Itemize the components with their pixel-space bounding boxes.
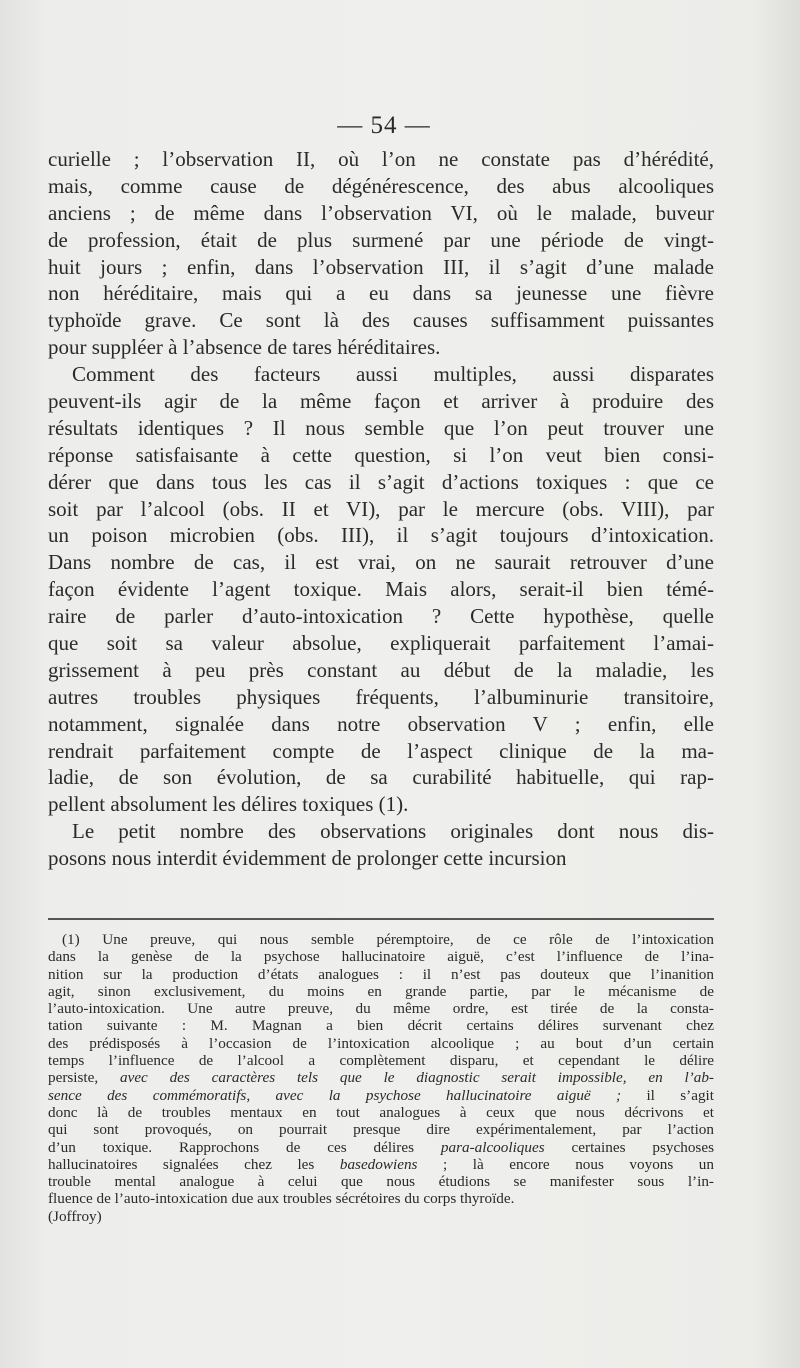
footnote-line: l’auto-intoxication. Une autre preuve, du même ordre, est tirée de la consta-: [48, 1000, 714, 1018]
text-line: anciens ; de même dans l’observation VI, où le malade, buveur: [48, 200, 714, 225]
footnote-line: tation suivante : M. Magnan a bien décrit certains délires survenant chez: [48, 1017, 714, 1035]
footnote-line: des prédisposés à l’occasion de l’intoxication alcoolique ; au bout d’un certain: [48, 1034, 714, 1052]
footnote-line: temps l’influence de l’alcool a complètement disparu, et cependant le délire: [48, 1052, 714, 1070]
text-line: Dans nombre de cas, il est vrai, on ne saurait retrouver d’une: [48, 550, 714, 575]
text-line: façon évidente l’agent toxique. Mais alors, serait-il bien témé-: [48, 577, 714, 602]
footnote-line: trouble mental analogue à celui que nous étudions se manifester sous l’in-: [48, 1173, 714, 1191]
footnote-italic-text: sence des commémoratifs, avec la psychose hallucinatoire aiguë ;: [48, 1086, 622, 1104]
text-line: que soit sa valeur absolue, expliquerait parfaitement l’amai-: [48, 631, 714, 656]
text-line: typhoïde grave. Ce sont là des causes suffisamment puissantes: [48, 308, 714, 333]
text-line: pour suppléer à l’absence de tares héréditaires.: [48, 335, 441, 360]
footnote-line: (Joffroy): [48, 1207, 102, 1225]
text-line: mais, comme cause de dégénérescence, des abus alcooliques: [48, 173, 714, 198]
text-line: autres troubles physiques fréquents, l’albuminurie transitoire,: [48, 684, 714, 709]
footnote-text: ; là encore nous voyons un: [417, 1155, 714, 1173]
text-line: réponse satisfaisante à cette question, si l’on veut bien consi-: [48, 442, 714, 467]
text-line: grissement à peu près constant au début de la maladie, les: [48, 657, 714, 682]
text-line: Comment des facteurs aussi multiples, aussi disparates: [72, 362, 714, 387]
text-line: curielle ; l’observation II, où l’on ne constate pas d’hérédité,: [48, 147, 714, 171]
footnote-line: (1) Une preuve, qui nous semble péremptoire, de ce rôle de l’intoxication: [62, 931, 714, 948]
text-line: huit jours ; enfin, dans l’observation III, il s’agit d’une malade: [48, 254, 714, 279]
footnote-line: fluence de l’auto-intoxication due aux troubles sécrétoires du corps thyroïde.: [48, 1190, 515, 1208]
text-line: résultats identiques ? Il nous semble que l’on peut trouver une: [48, 415, 714, 440]
footnote-line: [48, 1139, 714, 1156]
page-number: — 54 —: [337, 112, 431, 139]
footnote-line: nition sur la production d’états analogues : il n’est pas douteux que l’inanition: [48, 965, 714, 983]
text-line: non héréditaire, mais qui a eu dans sa jeunesse une fièvre: [48, 281, 714, 306]
footnote-line: [48, 1087, 714, 1104]
text-line: ladie, de son évolution, de sa curabilité habituelle, qui rap-: [48, 765, 714, 790]
footnote-line: donc là de troubles mentaux en tout analogues à ceux que nous décrivons et: [48, 1103, 714, 1121]
text-line: notamment, signalée dans notre observation V ; enfin, elle: [48, 711, 714, 736]
footnote-text: d’un toxique. Rapprochons de ces délires: [48, 1138, 441, 1156]
text-line: de profession, était de plus surmené par une période de vingt-: [48, 227, 714, 252]
footnote-italic-text: para-alcooliques: [440, 1138, 545, 1156]
text-line: posons nous interdit évidemment de prolonger cette incursion: [48, 846, 567, 871]
footnote-italic-text: avec des caractères tels que le diagnostic serait impossible, en l’ab-: [119, 1069, 714, 1087]
text-line: pellent absolument les délires toxiques (1).: [48, 792, 409, 817]
footnote-text: certaines psychoses: [544, 1138, 714, 1156]
main-text: [48, 146, 714, 872]
footnote-separator: [48, 918, 714, 920]
text-line: un poison microbien (obs. III), il s’agit toujours d’intoxication.: [48, 523, 714, 548]
footnote-line: agit, sinon exclusivement, du moins en grande partie, par le mécanisme de: [48, 982, 714, 1000]
footnote-text: il s’agit: [621, 1086, 714, 1104]
text-line: peuvent-ils agir de la même façon et arriver à produire des: [48, 389, 714, 414]
footnote-line: qui sont provoqués, on pourrait presque dire expérimentalement, par l’action: [48, 1121, 714, 1139]
text-line: Le petit nombre des observations originales dont nous dis-: [72, 819, 714, 844]
text-line: soit par l’alcool (obs. II et VI), par le mercure (obs. VIII), par: [48, 496, 714, 521]
footnote-italic-text: basedowiens: [339, 1155, 418, 1173]
text-line: dérer que dans tous les cas il s’agit d’actions toxiques : que ce: [48, 469, 714, 494]
footnote-text: persiste,: [48, 1069, 120, 1087]
text-line: rendrait parfaitement compte de l’aspect clinique de la ma-: [48, 738, 714, 763]
footnote-line: dans la genèse de la psychose hallucinatoire aiguë, c’est l’influence de l’ina-: [48, 948, 714, 966]
footnote-line: [48, 1069, 714, 1086]
footnote-text: hallucinatoires signalées chez les: [48, 1155, 340, 1173]
text-line: raire de parler d’auto-intoxication ? Cette hypothèse, quelle: [48, 604, 714, 629]
footnotes: [48, 931, 714, 1225]
footnote-line: [48, 1156, 714, 1173]
